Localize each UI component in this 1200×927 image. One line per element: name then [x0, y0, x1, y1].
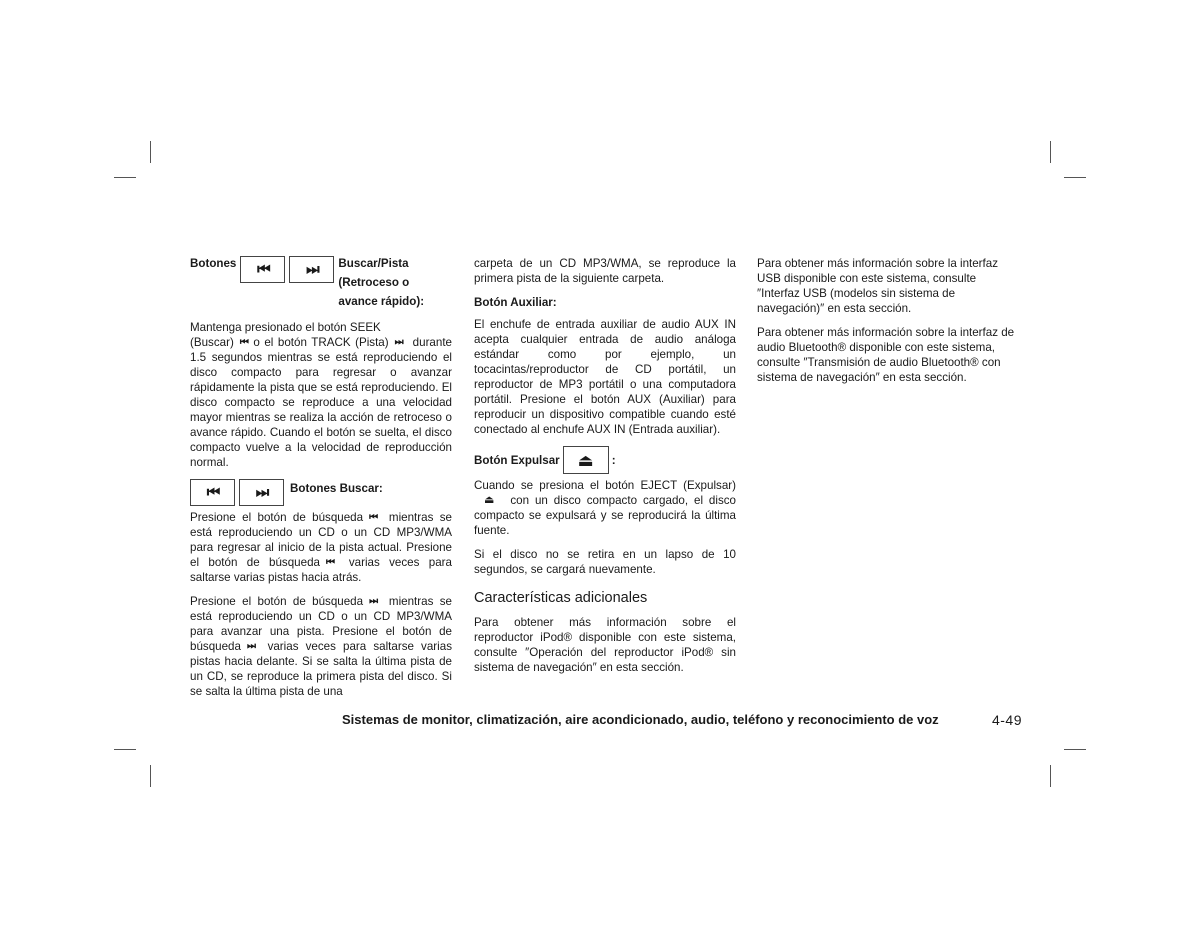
- text-run: mientras se está reproduciendo un CD o un CD MP3/WMA para avanzar una pista. Presione el botón de búsqueda: [190, 595, 452, 653]
- crop-mark: [1064, 749, 1086, 750]
- paragraph-eject-reload: Si el disco no se retira en un lapso de 10 segundos, se cargará nuevamente.: [474, 548, 736, 576]
- crop-mark: [114, 177, 136, 178]
- heading-botones-buscar: Botones Buscar:: [290, 482, 383, 495]
- text-run: Cuando se presiona el botón EJECT (Expulsar): [474, 479, 736, 492]
- eject-icon: ⏏: [484, 494, 495, 506]
- column-middle: [474, 256, 736, 675]
- column-right: [757, 256, 1019, 385]
- text-run: Presione el botón de búsqueda: [190, 511, 364, 524]
- heading-buscar-pista: [338, 254, 424, 311]
- paragraph-ipod: Para obtener más información sobre el reproductor iPod® disponible con este sistema, consulte ″Operación del reproductor iPod® sin sistema de navegación″ en esta sección.: [474, 616, 736, 674]
- paragraph-aux: El enchufe de entrada auxiliar de audio AUX IN acepta cualquier entrada de audio análoga estándar como por ejemplo, un tocacintas/reproductor de CD portátil, un reproductor de MP3 portátil o una computadora portátil. Presione el botón AUX (Auxiliar) para reproducir un dispositivo compatible cuando esté conectado al enchufe AUX IN (Entrada auxiliar).: [474, 318, 736, 436]
- footer-title: Sistemas de monitor, climatización, aire acondicionado, audio, teléfono y reconocimiento de voz: [342, 712, 939, 727]
- paragraph-eject: [474, 478, 736, 538]
- eject-heading: [474, 446, 736, 474]
- section-title: Características adicionales: [474, 590, 648, 606]
- next-track-icon: ⏭: [255, 484, 268, 501]
- paragraph-usb: Para obtener más información sobre la interfaz USB disponible con este sistema, consulte ″Interfaz USB (modelos sin sistema de navegación)″ en esta sección.: [757, 257, 999, 315]
- heading-line: avance rápido):: [338, 295, 425, 308]
- seek-back-button: [190, 479, 235, 506]
- heading-line: (Retroceso o: [338, 276, 410, 289]
- prev-track-icon: ⏮: [257, 261, 269, 278]
- text-run: o el botón TRACK (Pista): [253, 336, 389, 349]
- prev-track-icon: ⏮: [369, 512, 377, 523]
- heading-colon: :: [611, 453, 616, 467]
- seek-back-button: [240, 256, 285, 283]
- text-run: Presione el botón de búsqueda: [190, 595, 364, 608]
- paragraph-seek-forward: [190, 594, 452, 699]
- eject-button: [563, 446, 609, 474]
- crop-mark: [1064, 177, 1086, 178]
- crop-mark: [1050, 141, 1051, 163]
- seek-forward-button: [239, 479, 284, 506]
- paragraph-continued: carpeta de un CD MP3/WMA, se reproduce la primera pista de la siguiente carpeta.: [474, 257, 736, 285]
- crop-mark: [150, 765, 151, 787]
- heading-eject: Botón Expulsar: [474, 453, 560, 467]
- next-track-icon: ⏭: [369, 596, 377, 607]
- next-track-icon: ⏭: [394, 337, 403, 348]
- prev-track-icon: ⏮: [325, 557, 334, 568]
- seek-buttons-group: [240, 256, 334, 283]
- heading-aux: Botón Auxiliar:: [474, 296, 557, 309]
- paragraph-seek: [190, 320, 452, 470]
- heading-line: Buscar/Pista: [338, 257, 409, 270]
- paragraph-seek-back: [190, 510, 452, 585]
- text-run: Mantenga presionado el botón SEEK: [190, 321, 381, 334]
- paragraph-bluetooth: Para obtener más información sobre la interfaz de audio Bluetooth® disponible con este sistema, consulte ″Transmisión de audio Bluetooth® con sistema de navegación″ en esta sección.: [757, 326, 1015, 384]
- text-run: (Buscar): [190, 336, 234, 349]
- eject-icon: ⏏: [577, 450, 594, 470]
- heading-botones: Botones: [190, 257, 237, 270]
- seek-heading-2: [190, 479, 452, 506]
- next-track-icon: ⏭: [246, 641, 255, 652]
- text-run: con un disco compacto cargado, el disco compacto se expulsará y se reproducirá la última fuente.: [474, 494, 737, 537]
- page-number: 4-49: [991, 712, 1022, 728]
- text-run: mientras se está reproduciendo un CD o un CD MP3/WMA para regresar al inicio de la pista actual. Presione el botón de búsqueda: [190, 511, 452, 569]
- text-run: durante 1.5 segundos mientras se está reproduciendo el disco compacto para regresar o avanzar rápidamente la pista que se está reproduciendo. El disco compacto se reproduce a una velocidad mayor mientras se realiza la acción de retroceso o avance rápido. Cuando el botón se suelta, el disco compacto vuelve a la velocidad de reproducción normal.: [190, 336, 452, 469]
- prev-track-icon: ⏮: [206, 484, 219, 501]
- text-run: varias veces para saltarse varias pistas hacia delante. Si se salta la última pista de un CD, se reproduce la primera pista del disco. Si se salta la última pista de una: [190, 640, 452, 698]
- seek-forward-button: [289, 256, 334, 283]
- crop-mark: [1050, 765, 1051, 787]
- seek-track-heading: [190, 256, 452, 311]
- crop-mark: [114, 749, 136, 750]
- page-footer: [342, 712, 1022, 728]
- text-run: varias veces para saltarse varias pistas hacia atrás.: [190, 556, 452, 584]
- seek-buttons-group: [190, 479, 284, 506]
- prev-track-icon: ⏮: [239, 337, 248, 348]
- crop-mark: [150, 141, 151, 163]
- column-left: [190, 256, 452, 699]
- next-track-icon: ⏭: [306, 261, 318, 278]
